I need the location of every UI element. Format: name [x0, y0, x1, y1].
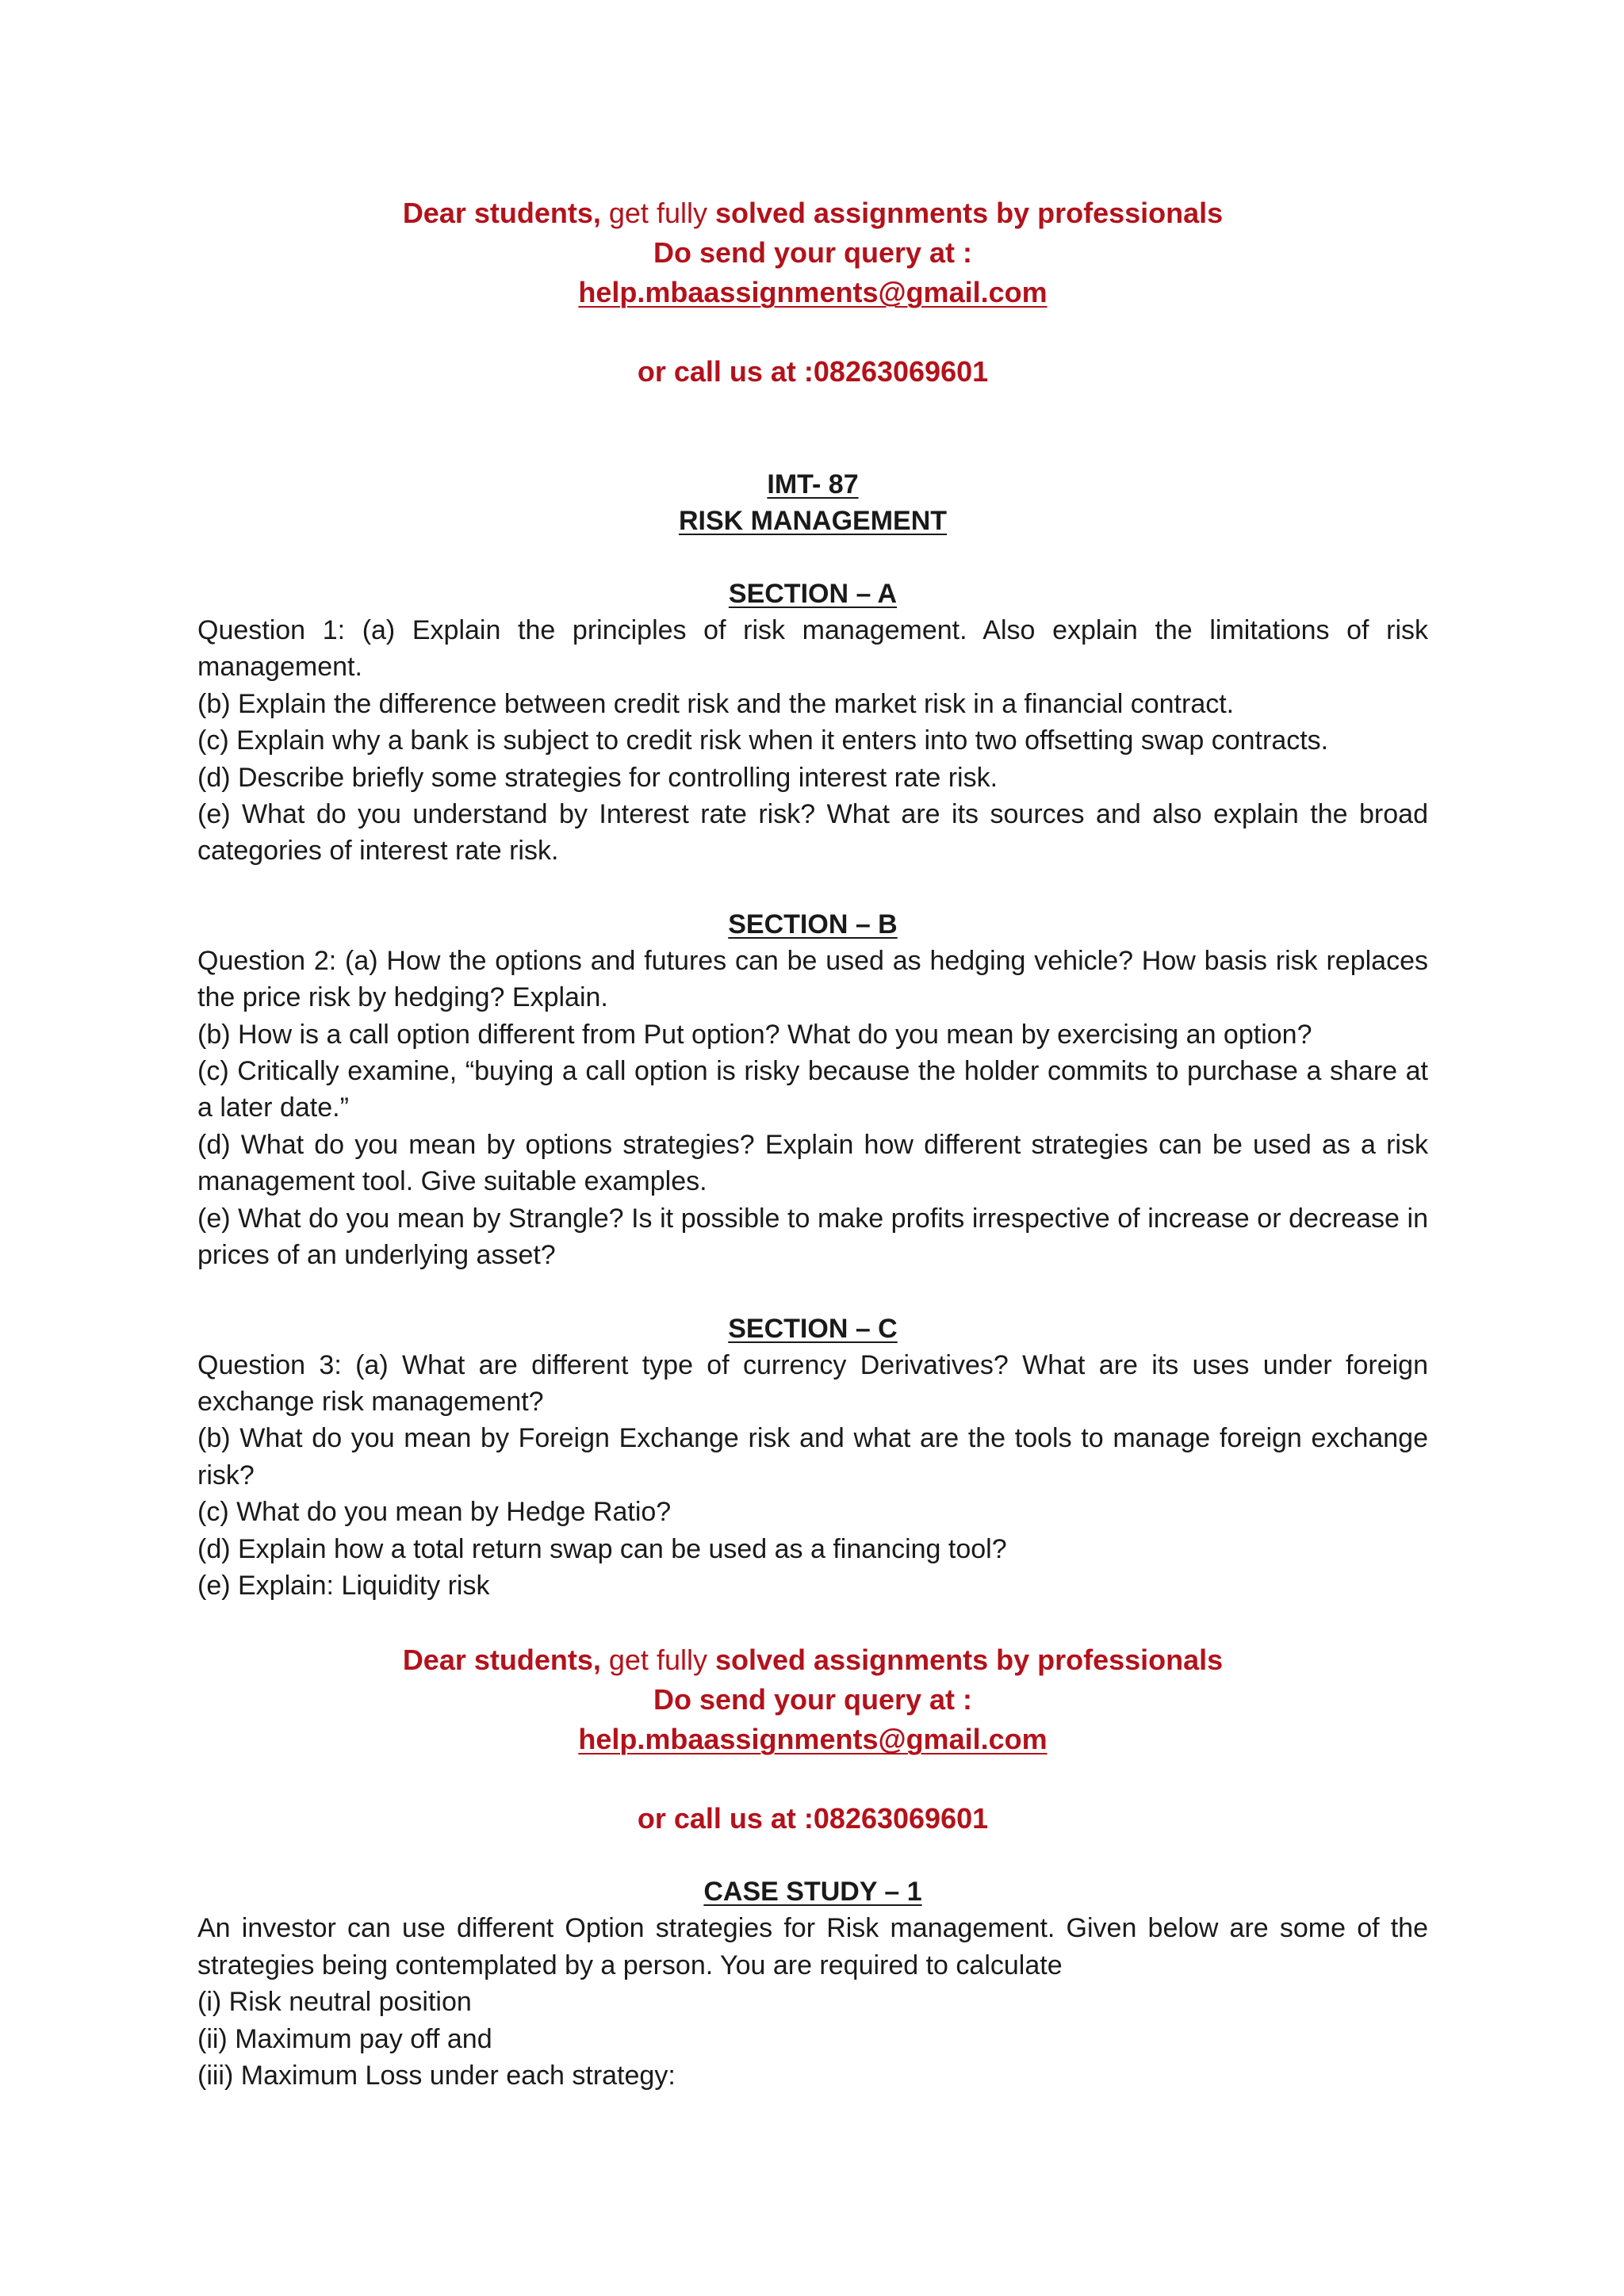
question-line: Question 3: (a) What are different type of currency Derivatives? What are its uses under foreign exchange risk management?	[197, 1349, 1428, 1417]
question-line: (b) Explain the difference between credit risk and the market risk in a financial contract.	[197, 688, 1235, 719]
promo-phone: or call us at :08263069601	[637, 355, 989, 388]
case-study-body	[197, 1910, 1428, 2094]
question-line: (b) What do you mean by Foreign Exchange risk and what are the tools to manage foreign exchange risk?	[197, 1423, 1428, 1490]
question-line: (c) Critically examine, “buying a call option is risky because the holder commits to purchase a share at a later date.”	[197, 1056, 1428, 1123]
promo-block-top	[197, 193, 1428, 392]
section-c-questions	[197, 1347, 1428, 1605]
promo-gap	[197, 1759, 1428, 1799]
case-study-line: An investor can use different Option strategies for Risk management. Given below are some of the strategies being contemplated by a person. You are required to calculate	[197, 1913, 1428, 1980]
question-line: (e) What do you understand by Interest rate risk? What are its sources and also explain the broad categories of interest rate risk.	[197, 799, 1428, 867]
question-line: (d) Describe briefly some strategies for controlling interest rate risk.	[197, 762, 998, 793]
question-line: (d) Explain how a total return swap can be used as a financing tool?	[197, 1533, 1007, 1564]
promo-gap	[197, 312, 1428, 352]
case-study-title: CASE STUDY – 1	[703, 1877, 922, 1908]
promo-greeting: Dear students,	[402, 197, 601, 229]
section-a-questions	[197, 612, 1428, 870]
case-study-line: (i) Risk neutral position	[197, 1987, 472, 2018]
section-b-title: SECTION – B	[728, 909, 898, 939]
promo-phone: or call us at :08263069601	[637, 1802, 989, 1835]
question-line: (e) Explain: Liquidity risk	[197, 1570, 490, 1601]
question-line: (c) Explain why a bank is subject to credit risk when it enters into two offsetting swap contracts.	[197, 725, 1329, 756]
promo-offer: solved assignments by professionals	[714, 197, 1224, 229]
promo-connector: get fully	[600, 1644, 715, 1677]
question-line: Question 2: (a) How the options and futures can be used as hedging vehicle? How basis risk replaces the price risk by hedging? Explain.	[197, 945, 1428, 1013]
promo-line-2: Do send your query at :	[653, 1683, 973, 1716]
promo-line-1	[197, 193, 1428, 233]
promo-email-link[interactable]: help.mbaassignments@gmail.com	[578, 1723, 1048, 1756]
promo-email-link[interactable]: help.mbaassignments@gmail.com	[578, 276, 1048, 308]
case-study-line: (ii) Maximum pay off and	[197, 2023, 492, 2054]
course-subject: RISK MANAGEMENT	[678, 506, 948, 536]
section-a-title: SECTION – A	[728, 579, 898, 609]
promo-offer: solved assignments by professionals	[714, 1644, 1224, 1677]
promo-block-bottom	[197, 1640, 1428, 1839]
question-line: (e) What do you mean by Strangle? Is it possible to make profits irrespective of increase or decrease in prices of an underlying asset?	[197, 1203, 1428, 1271]
promo-greeting: Dear students,	[402, 1644, 601, 1677]
question-line: (d) What do you mean by options strategies? Explain how different strategies can be used as a risk management tool. Give suitable examples.	[197, 1129, 1428, 1197]
document-content	[197, 193, 1428, 2094]
question-line: (c) What do you mean by Hedge Ratio?	[197, 1497, 672, 1528]
question-line: Question 1: (a) Explain the principles of risk management. Also explain the limitations of risk management.	[197, 615, 1428, 683]
course-code: IMT- 87	[767, 469, 859, 499]
question-line: (b) How is a call option different from Put option? What do you mean by exercising an option?	[197, 1019, 1312, 1050]
section-c-title: SECTION – C	[728, 1313, 898, 1344]
promo-line-2: Do send your query at :	[653, 236, 973, 269]
promo-connector: get fully	[600, 197, 715, 229]
section-b-questions	[197, 943, 1428, 1274]
case-study-line: (iii) Maximum Loss under each strategy:	[197, 2060, 676, 2091]
promo-line-1	[197, 1640, 1428, 1680]
